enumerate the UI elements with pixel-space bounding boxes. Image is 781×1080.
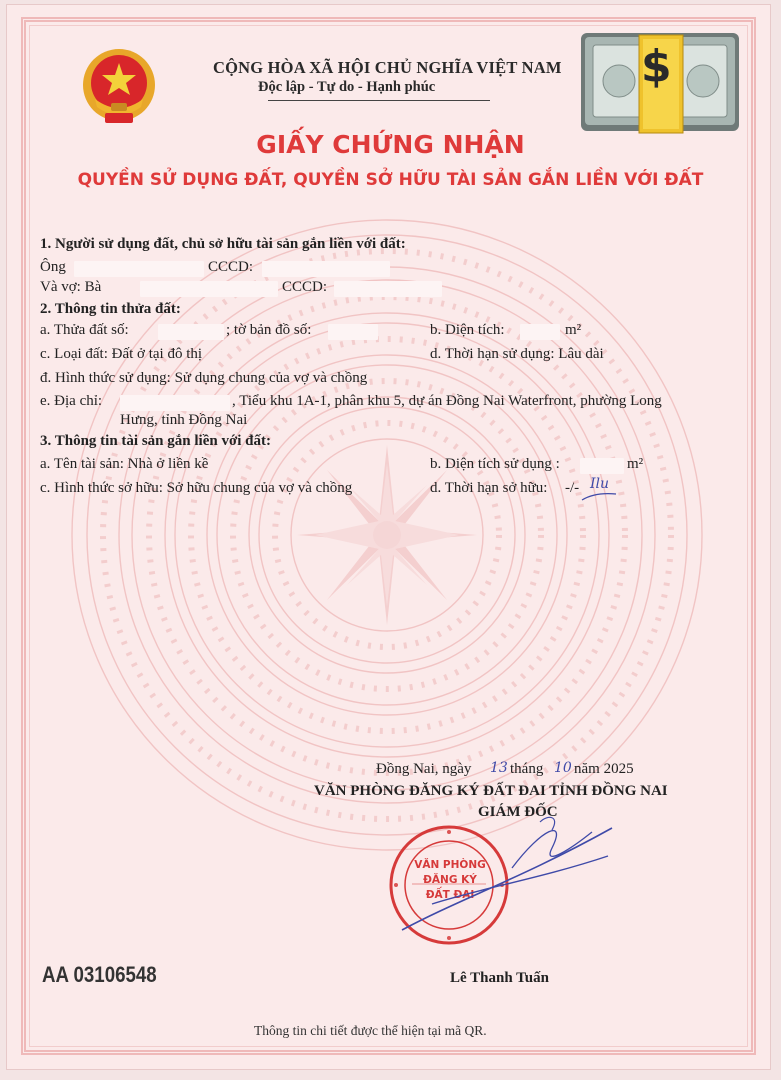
area-label: b. Diện tích: [430, 322, 505, 338]
area-unit: m² [565, 322, 582, 338]
dollar-symbol: $ [641, 41, 672, 92]
section-3-heading: 3. Thông tin tài sản gắn liền với đất: [40, 433, 271, 449]
date-month-handwritten: 10 [554, 760, 572, 776]
parcel-number-label: a. Thửa đất số: [40, 322, 129, 338]
issuing-office: VĂN PHÒNG ĐĂNG KÝ ĐẤT ĐAI TỈNH ĐỒNG NAI [314, 783, 668, 799]
address-line-2: Hưng, tỉnh Đồng Nai [120, 412, 248, 428]
address-label: e. Địa chỉ: [40, 393, 103, 409]
year-label: năm 2025 [574, 761, 634, 777]
redacted-spouse-id [334, 281, 442, 297]
map-sheet-label: ; tờ bản đồ số: [226, 322, 312, 338]
month-label: tháng [510, 761, 544, 777]
redacted-address-lot [120, 395, 230, 411]
ownership-form: c. Hình thức sở hữu: Sở hữu chung của vợ và chồng [40, 480, 353, 496]
motto-underline [268, 100, 490, 101]
redacted-owner-name [74, 261, 204, 277]
asset-name: a. Tên tài sản: Nhà ở liền kề [40, 456, 209, 472]
floor-area-label: b. Diện tích sử dụng : [430, 456, 560, 472]
redacted-spouse-name [140, 281, 278, 297]
ownership-term-label: d. Thời hạn sở hữu: [430, 480, 548, 496]
redacted-floor-area [580, 458, 624, 474]
signer-name: Lê Thanh Tuấn [450, 970, 549, 986]
usage-term: d. Thời hạn sử dụng: Lâu dài [430, 346, 604, 362]
certificate-subtitle: QUYỀN SỬ DỤNG ĐẤT, QUYỀN SỞ HỮU TÀI SẢN GẮN LIỀN VỚI ĐẤT [77, 170, 704, 190]
redacted-area [520, 324, 560, 340]
place-date-prefix: Đồng Nai, ngày [376, 761, 472, 777]
spouse-id-label: CCCD: [282, 279, 328, 295]
section-1-heading: 1. Người sử dụng đất, chủ sở hữu tài sản gắn liền với đất: [40, 236, 406, 252]
redacted-owner-id [262, 261, 390, 277]
certificate-serial-number: AA 03106548 [42, 962, 157, 987]
land-type: c. Loại đất: Đất ở tại đô thị [40, 346, 203, 362]
stamp-text: VĂN PHÒNG ĐĂNG KÝ ĐẤT ĐAI [414, 859, 486, 901]
director-title: GIÁM ĐỐC [478, 804, 558, 820]
address-line-1: , Tiểu khu 1A-1, phân khu 5, dự án Đồng Nai Waterfront, phường Long [232, 393, 662, 409]
floor-area-unit: m² [627, 456, 644, 472]
date-day-handwritten: 13 [490, 760, 508, 776]
usage-form: đ. Hình thức sử dụng: Sử dụng chung của vợ và chồng [40, 370, 368, 386]
national-motto: Độc lập - Tự do - Hạnh phúc [258, 79, 436, 95]
nation-name: CỘNG HÒA XÃ HỘI CHỦ NGHĨA VIỆT NAM [213, 58, 562, 77]
section-2-heading: 2. Thông tin thửa đất: [40, 301, 181, 317]
handwritten-stroke [580, 490, 620, 504]
redacted-map-sheet [328, 324, 378, 340]
qr-footer-note: Thông tin chi tiết được thể hiện tại mã QR. [254, 1023, 487, 1038]
spouse-prefix: Và vợ: Bà [40, 279, 102, 295]
national-emblem-icon [81, 47, 157, 133]
ownership-term-handwritten: Ilu [590, 476, 610, 492]
certificate-title: GIẤY CHỨNG NHẬN [256, 130, 525, 159]
ownership-term-value: -/- [565, 480, 580, 496]
owner-id-label: CCCD: [208, 259, 254, 275]
handwritten-signature [392, 808, 632, 938]
owner-prefix: Ông [40, 259, 66, 275]
redacted-parcel-number [158, 324, 224, 340]
